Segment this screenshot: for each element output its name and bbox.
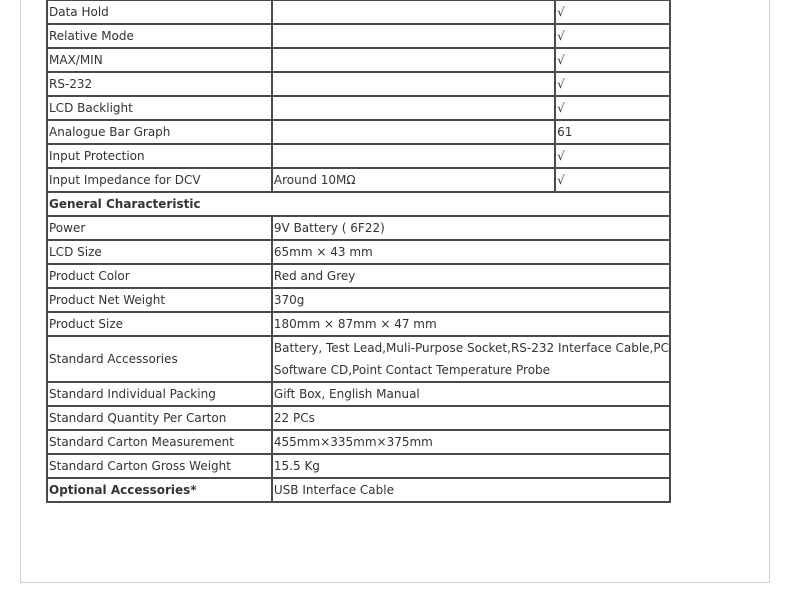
feature-note bbox=[272, 48, 555, 72]
feature-value: √ bbox=[555, 24, 670, 48]
feature-note bbox=[272, 24, 555, 48]
spec-name: Product Size bbox=[47, 312, 272, 336]
feature-value: 61 bbox=[555, 120, 670, 144]
table-row bbox=[47, 1, 670, 25]
spec-name: Power bbox=[47, 216, 272, 240]
table-row bbox=[47, 168, 670, 192]
feature-note bbox=[272, 144, 555, 168]
table-row bbox=[47, 24, 670, 48]
feature-value: √ bbox=[555, 96, 670, 120]
table-row bbox=[47, 216, 670, 240]
feature-name: LCD Backlight bbox=[47, 96, 272, 120]
table-row bbox=[47, 144, 670, 168]
table-row bbox=[47, 264, 670, 288]
feature-name: Data Hold bbox=[47, 1, 272, 25]
spec-value: 15.5 Kg bbox=[272, 454, 670, 478]
table-row bbox=[47, 120, 670, 144]
spec-value: 22 PCs bbox=[272, 406, 670, 430]
table-row bbox=[47, 240, 670, 264]
feature-name: Input Protection bbox=[47, 144, 272, 168]
table-row bbox=[47, 454, 670, 478]
feature-value: √ bbox=[555, 168, 670, 192]
feature-value: √ bbox=[555, 48, 670, 72]
spec-name: Product Color bbox=[47, 264, 272, 288]
spec-value: 9V Battery ( 6F22) bbox=[272, 216, 670, 240]
feature-value: √ bbox=[555, 1, 670, 25]
spec-value: USB Interface Cable bbox=[272, 478, 670, 502]
spec-name: Standard Accessories bbox=[47, 336, 272, 382]
feature-name: RS-232 bbox=[47, 72, 272, 96]
table-row bbox=[47, 288, 670, 312]
spec-name: Product Net Weight bbox=[47, 288, 272, 312]
spec-value: Red and Grey bbox=[272, 264, 670, 288]
spec-value: Gift Box, English Manual bbox=[272, 382, 670, 406]
table-row bbox=[47, 382, 670, 406]
feature-note: Around 10MΩ bbox=[272, 168, 555, 192]
feature-value: √ bbox=[555, 144, 670, 168]
spec-name: Standard Quantity Per Carton bbox=[47, 406, 272, 430]
spec-name: Standard Carton Measurement bbox=[47, 430, 272, 454]
table-row bbox=[47, 430, 670, 454]
spec-value: 455mm×335mm×375mm bbox=[272, 430, 670, 454]
accessories-line: Battery, Test Lead,Muli-Purpose Socket,RS-232 Interface Cable,PC bbox=[273, 341, 669, 355]
feature-value: √ bbox=[555, 72, 670, 96]
feature-note bbox=[272, 96, 555, 120]
table-row bbox=[47, 48, 670, 72]
table-row bbox=[47, 336, 670, 382]
feature-name: Input Impedance for DCV bbox=[47, 168, 272, 192]
feature-note bbox=[272, 72, 555, 96]
section-header-row bbox=[47, 192, 670, 216]
feature-name: Analogue Bar Graph bbox=[47, 120, 272, 144]
table-row bbox=[47, 96, 670, 120]
feature-name: MAX/MIN bbox=[47, 48, 272, 72]
spec-name: Optional Accessories* bbox=[47, 478, 272, 502]
spec-table bbox=[46, 0, 671, 503]
spec-name: LCD Size bbox=[47, 240, 272, 264]
spec-value: 65mm × 43 mm bbox=[272, 240, 670, 264]
spec-value: 370g bbox=[272, 288, 670, 312]
feature-note bbox=[272, 1, 555, 25]
table-row bbox=[47, 406, 670, 430]
spec-value: 180mm × 87mm × 47 mm bbox=[272, 312, 670, 336]
spec-value bbox=[272, 336, 670, 382]
feature-name: Relative Mode bbox=[47, 24, 272, 48]
table-row bbox=[47, 72, 670, 96]
table-row bbox=[47, 478, 670, 502]
section-heading: General Characteristic bbox=[47, 192, 670, 216]
spec-name: Standard Individual Packing bbox=[47, 382, 272, 406]
table-row bbox=[47, 312, 670, 336]
feature-note bbox=[272, 120, 555, 144]
spec-name: Standard Carton Gross Weight bbox=[47, 454, 272, 478]
accessories-line: Software CD,Point Contact Temperature Probe bbox=[273, 363, 551, 377]
